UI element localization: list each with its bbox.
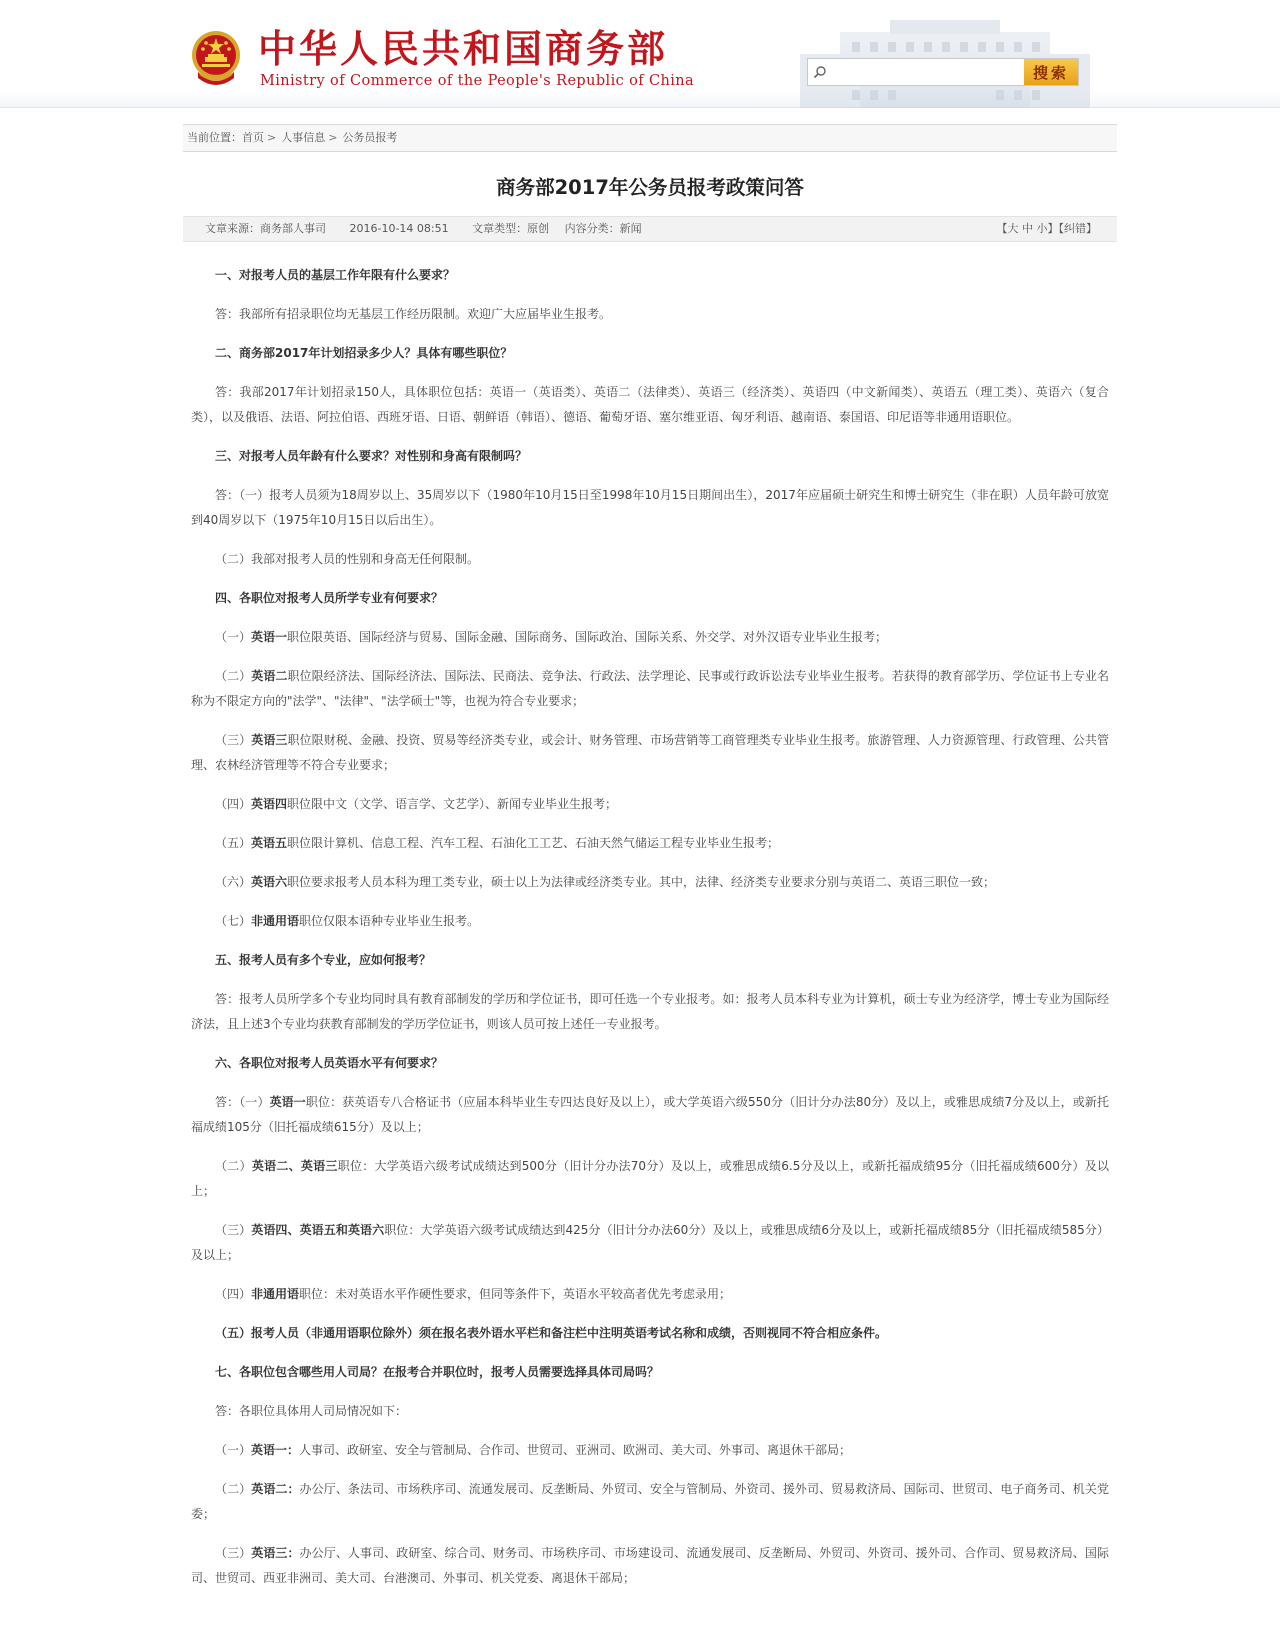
site-title-en: Ministry of Commerce of the People's Republic of China [260, 73, 695, 89]
item-text: 职位：获英语专八合格证书（应届本科毕业生专四达良好及以上），或大学英语六级550分（旧计分办法80分）及以上，或雅思成绩7分及以上，或新托福成绩105分（旧托福成绩615分）及以上； [191, 1095, 1109, 1134]
position-name: 英语五 [251, 836, 288, 850]
national-emblem-icon[interactable] [190, 28, 242, 88]
position-name: 英语一 [251, 630, 288, 644]
answer-paragraph-emphasis: （五）报考人员（非通用语职位除外）须在报名表外语水平栏和备注栏中注明英语考试名称和成绩，否则视同不符合相应条件。 [215, 1326, 888, 1340]
font-size-bracket-open: 【 [996, 222, 1008, 235]
position-name: 英语三： [251, 1546, 300, 1560]
position-name: 英语一 [269, 1095, 306, 1109]
answer-paragraph [191, 870, 1109, 895]
item-number: 答：（一） [215, 1095, 270, 1109]
answer-paragraph [191, 664, 1109, 714]
item-number: （三） [215, 733, 252, 747]
error-correction-link[interactable]: 【纠错】 [1058, 222, 1097, 235]
breadcrumb-separator: > [328, 131, 338, 144]
article-title: 商务部2017年公务员报考政策问答 [496, 176, 804, 199]
search-box [807, 58, 1079, 86]
position-name: 非通用语 [251, 914, 300, 928]
font-size-small-link[interactable]: 小 [1036, 222, 1048, 235]
position-name: 英语四 [251, 797, 288, 811]
article-source: 文章来源：商务部人事司 [205, 222, 326, 235]
breadcrumb-home[interactable]: 首页 [242, 131, 264, 144]
answer-paragraph [191, 1090, 1109, 1140]
answer-paragraph [191, 728, 1109, 778]
item-number: （七） [215, 914, 252, 928]
article-category: 内容分类：新闻 [564, 222, 642, 235]
breadcrumb-civil-service-exam[interactable]: 公务员报考 [342, 131, 398, 144]
item-text: 职位限计算机、信息工程、汽车工程、石油化工工艺、石油天然气储运工程专业毕业生报考； [287, 836, 780, 850]
answer-paragraph [191, 909, 1109, 934]
item-number: （一） [215, 1443, 252, 1457]
font-size-large-link[interactable]: 大 [1007, 222, 1019, 235]
article-body [191, 263, 1109, 1605]
item-text: 办公厅、条法司、市场秩序司、流通发展司、反垄断局、外贸司、安全与管制局、外资司、援外司、贸易救济局、国际司、世贸司、电子商务司、机关党委； [191, 1482, 1109, 1521]
item-text: 职位限财税、金融、投资、贸易等经济类专业，或会计、财务管理、市场营销等工商管理类专业毕业生报考。旅游管理、人力资源管理、行政管理、公共管理、农林经济管理等不符合专业要求； [191, 733, 1109, 772]
question-heading: 一、对报考人员的基层工作年限有什么要求？ [215, 268, 456, 282]
question-heading: 二、商务部2017年计划招录多少人？具体有哪些职位？ [215, 346, 513, 360]
question-heading: 七、各职位包含哪些用人司局？在报考合并职位时，报考人员需要选择具体司局吗？ [215, 1365, 660, 1379]
position-name: 英语一： [251, 1443, 300, 1457]
answer-paragraph: 答：各职位具体用人司局情况如下： [215, 1404, 408, 1418]
search-button[interactable]: 搜索 [1024, 59, 1078, 85]
item-text: 职位限英语、国际经济与贸易、国际金融、国际商务、国际政治、国际关系、外交学、对外汉语专业毕业生报考； [287, 630, 888, 644]
item-text: 职位限经济法、国际经济法、国际法、民商法、竞争法、行政法、法学理论、民事或行政诉讼法专业毕业生报考。若获得的教育部学历、学位证书上专业名称为不限定方向的"法学"、"法律"、"法学硕士"等，也视为符合专业要求； [191, 669, 1109, 708]
font-size-bracket-close: 】 [1047, 222, 1059, 235]
site-header [0, 0, 1280, 108]
answer-paragraph: 答：（一）报考人员须为18周岁以上、35周岁以下（1980年10月15日至1998年10月15日期间出生），2017年应届硕士研究生和博士研究生（非在职）人员年龄可放宽到40周岁以下（1975年10月15日以后出生）。 [191, 488, 1109, 527]
item-text: 办公厅、人事司、政研室、综合司、财务司、市场秩序司、市场建设司、流通发展司、反垄断局、外贸司、外资司、援外司、合作司、贸易救济局、国际司、世贸司、西亚非洲司、美大司、台港澳司、外事司、机关党委、离退休干部局； [191, 1546, 1109, 1585]
breadcrumb [183, 124, 1117, 152]
answer-paragraph: （二）我部对报考人员的性别和身高无任何限制。 [215, 552, 480, 566]
answer-paragraph [191, 1154, 1109, 1204]
article-type: 文章类型：原创 [472, 222, 550, 235]
article-date: 2016-10-14 08:51 [349, 222, 449, 235]
breadcrumb-personnel-info[interactable]: 人事信息 [281, 131, 326, 144]
item-number: （二） [215, 1159, 252, 1173]
breadcrumb-separator: > [267, 131, 277, 144]
position-name: 英语二 [251, 669, 288, 683]
search-icon [808, 59, 832, 85]
answer-paragraph [191, 831, 1109, 856]
position-name: 英语三 [251, 733, 288, 747]
item-text: 职位：未对英语水平作硬性要求，但同等条件下，英语水平较高者优先考虑录用； [299, 1287, 732, 1301]
position-name: 英语六 [251, 875, 288, 889]
item-text: 职位：大学英语六级考试成绩达到500分（旧计分办法70分）及以上，或雅思成绩6.5分及以上，或新托福成绩95分（旧托福成绩600分）及以上； [191, 1159, 1109, 1198]
answer-paragraph [191, 1282, 1109, 1307]
item-number: （一） [215, 630, 252, 644]
font-size-medium-link[interactable]: 中 [1022, 222, 1033, 235]
answer-paragraph: 答：我部所有招录职位均无基层工作经历限制。欢迎广大应届毕业生报考。 [215, 307, 612, 321]
question-heading: 三、对报考人员年龄有什么要求？对性别和身高有限制吗？ [215, 449, 528, 463]
question-heading: 五、报考人员有多个专业，应如何报考？ [215, 953, 432, 967]
item-number: （二） [215, 669, 252, 683]
answer-paragraph [191, 1541, 1109, 1591]
item-number: （三） [215, 1223, 252, 1237]
item-text: 职位限中文（文学、语言学、文艺学）、新闻专业毕业生报考； [287, 797, 618, 811]
item-number: （五） [215, 836, 252, 850]
answer-paragraph [191, 1218, 1109, 1268]
article-meta-bar [183, 216, 1117, 242]
breadcrumb-prefix: 当前位置： [187, 131, 242, 144]
item-number: （四） [215, 1287, 252, 1301]
item-number: （六） [215, 875, 252, 889]
item-text: 职位要求报考人员本科为理工类专业，硕士以上为法律或经济类专业。其中，法律、经济类专业要求分别与英语二、英语三职位一致； [287, 875, 996, 889]
answer-paragraph [191, 792, 1109, 817]
site-title-cn: 中华人民共和国商务部 [258, 26, 669, 71]
answer-paragraph: 答：报考人员所学多个专业均同时具有教育部制发的学历和学位证书，即可任选一个专业报考。如：报考人员本科专业为计算机，硕士专业为经济学，博士专业为国际经济法，且上述3个专业均获教育部制发的学历学位证书，则该人员可按上述任一专业报考。 [191, 992, 1109, 1031]
position-name: 英语四、英语五和英语六 [251, 1223, 385, 1237]
answer-paragraph [191, 1477, 1109, 1527]
item-text: 职位：大学英语六级考试成绩达到425分（旧计分办法60分）及以上，或雅思成绩6分及以上，或新托福成绩85分（旧托福成绩585分）及以上； [191, 1223, 1109, 1262]
item-number: （二） [215, 1482, 252, 1496]
item-number: （四） [215, 797, 252, 811]
item-text: 人事司、政研室、安全与管制局、合作司、世贸司、亚洲司、欧洲司、美大司、外事司、离退休干部局； [299, 1443, 852, 1457]
search-input[interactable] [832, 60, 1024, 84]
position-name: 非通用语 [251, 1287, 300, 1301]
item-number: （三） [215, 1546, 252, 1560]
answer-paragraph: 答：我部2017年计划招录150人，具体职位包括：英语一（英语类）、英语二（法律类）、英语三（经济类）、英语四（中文新闻类）、英语五（理工类）、英语六（复合类），以及俄语、法语、阿拉伯语、西班牙语、日语、朝鲜语（韩语）、德语、葡萄牙语、塞尔维亚语、匈牙利语、越南语、泰国语、印尼语等非通用语职位。 [191, 385, 1109, 424]
question-heading: 四、各职位对报考人员所学专业有何要求？ [215, 591, 444, 605]
answer-paragraph [191, 625, 1109, 650]
position-name: 英语二、英语三 [251, 1159, 338, 1173]
position-name: 英语二： [251, 1482, 300, 1496]
question-heading: 六、各职位对报考人员英语水平有何要求？ [215, 1056, 444, 1070]
item-text: 职位仅限本语种专业毕业生报考。 [299, 914, 480, 928]
answer-paragraph [191, 1438, 1109, 1463]
